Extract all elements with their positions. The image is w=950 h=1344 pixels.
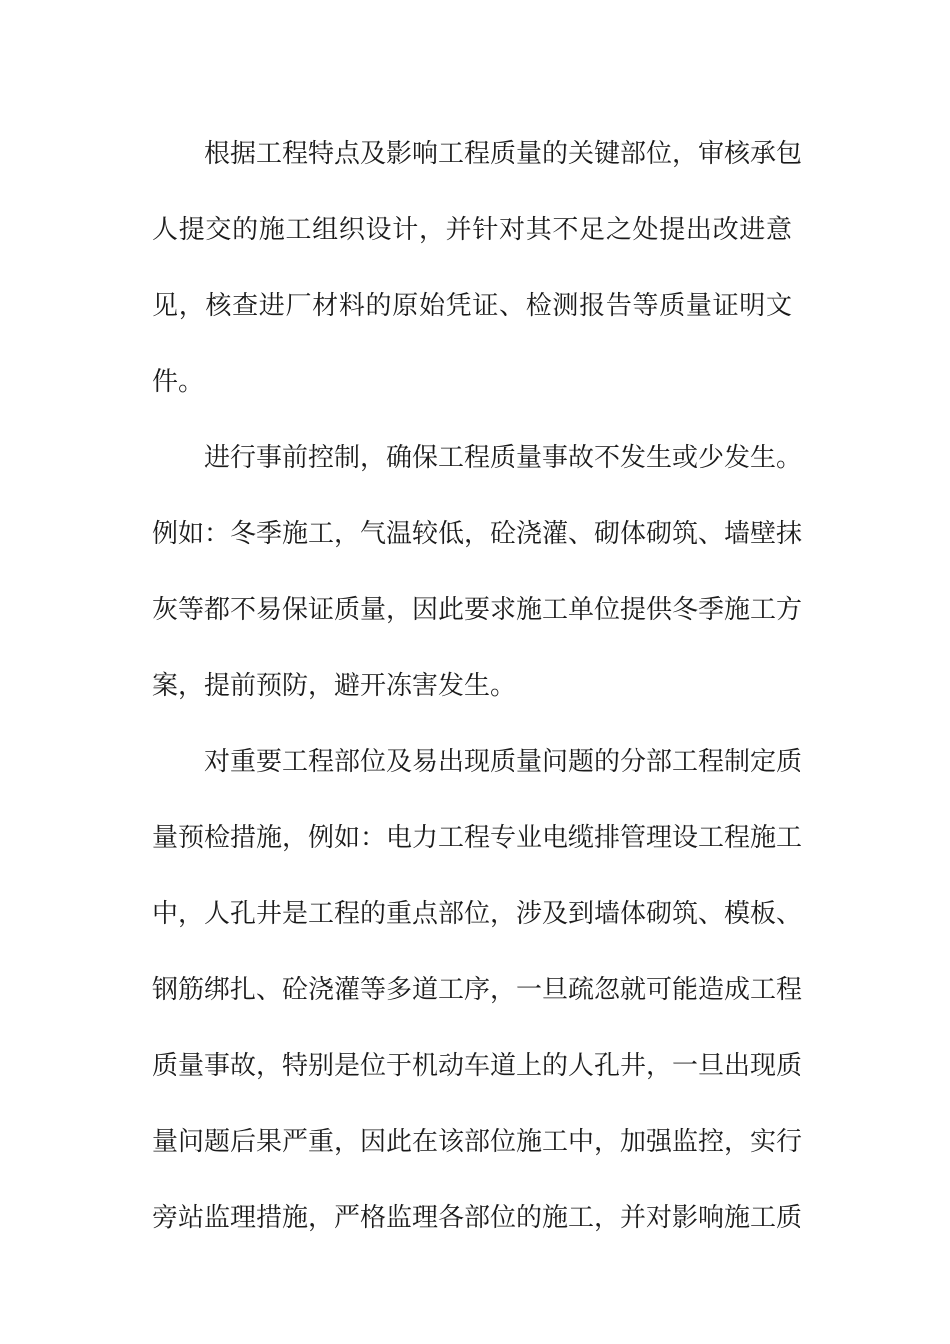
paragraph-2-line-3: 灰等都不易保证质量，因此要求施工单位提供冬季施工方 <box>152 595 803 625</box>
paragraph-3-line-1: 对重要工程部位及易出现质量问题的分部工程制定质 <box>204 747 803 777</box>
paragraph-3-line-6: 量问题后果严重，因此在该部位施工中，加强监控，实行 <box>152 1127 803 1157</box>
paragraph-1-line-2: 人提交的施工组织设计，并针对其不足之处提出改进意 <box>152 215 792 245</box>
paragraph-1-line-4: 件。 <box>152 367 205 397</box>
paragraph-2-line-2: 例如：冬季施工，气温较低，砼浇灌、砌体砌筑、墙壁抹 <box>152 519 803 549</box>
paragraph-3-line-3: 中，人孔井是工程的重点部位，涉及到墙体砌筑、模板、 <box>152 899 803 929</box>
paragraph-3-line-4: 钢筋绑扎、砼浇灌等多道工序，一旦疏忽就可能造成工程 <box>152 975 803 1005</box>
paragraph-3-line-7: 旁站监理措施，严格监理各部位的施工，并对影响施工质 <box>152 1203 803 1233</box>
paragraph-1-line-3: 见，核查进厂材料的原始凭证、检测报告等质量证明文 <box>152 291 792 321</box>
paragraph-2-line-4: 案，提前预防，避开冻害发生。 <box>152 671 517 701</box>
paragraph-3-line-2: 量预检措施，例如：电力工程专业电缆排管理设工程施工 <box>152 823 803 853</box>
paragraph-2-line-1: 进行事前控制，确保工程质量事故不发生或少发生。 <box>204 443 803 473</box>
paragraph-3-line-5: 质量事故，特别是位于机动车道上的人孔井，一旦出现质 <box>152 1051 803 1081</box>
body-text <box>152 128 803 1268</box>
paragraph-1-line-1: 根据工程特点及影响工程质量的关键部位，审核承包 <box>204 139 803 169</box>
